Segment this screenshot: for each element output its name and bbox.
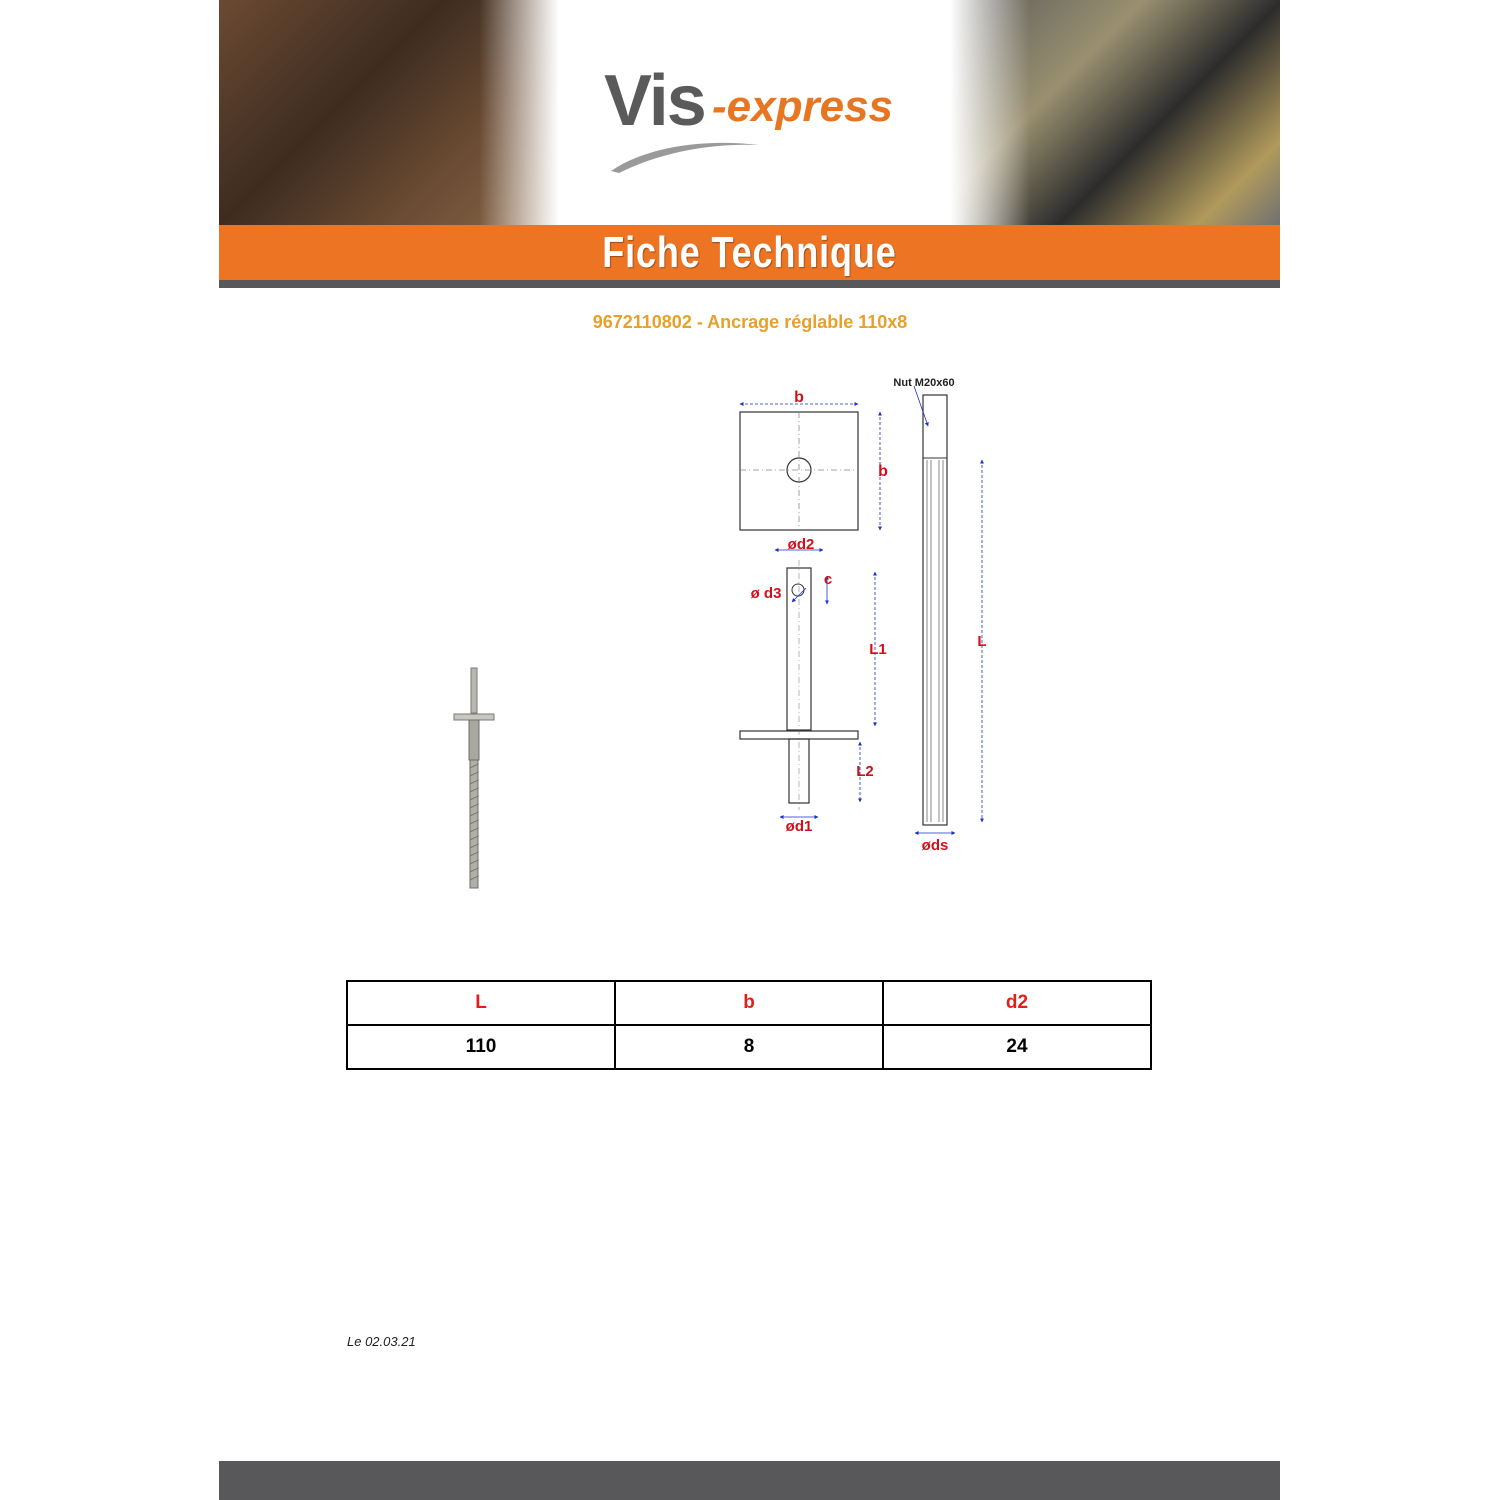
label-b-top: b: [794, 389, 804, 406]
title-divider: [219, 280, 1280, 288]
brand-logo: [604, 60, 904, 180]
technical-drawing: [730, 370, 1010, 870]
product-title: 9672110802 - Ancrage réglable 110x8: [592, 312, 908, 332]
table-header-b: b: [615, 981, 883, 1025]
title-band: [219, 225, 1280, 280]
brand-sub-text: -express: [712, 82, 894, 131]
spec-table: [346, 980, 1152, 1070]
label-L: L: [977, 633, 987, 650]
header: [219, 0, 1280, 288]
anchor-product-photo: [440, 660, 510, 900]
document-date: Le 02.03.21: [347, 1334, 416, 1349]
nut-label: Nut M20x60: [893, 377, 955, 389]
label-b-side: b: [878, 463, 888, 480]
label-L1: L1: [869, 641, 887, 658]
label-d1: ød1: [785, 818, 813, 835]
table-header-row: [347, 981, 1151, 1025]
brand-main-text: Vis: [604, 61, 705, 141]
label-d2: ød2: [787, 536, 815, 553]
label-d3: ø d3: [750, 585, 782, 602]
label-L2: L2: [856, 763, 874, 780]
footer-bar: [219, 1461, 1280, 1500]
table-header-d2: d2: [883, 981, 1151, 1025]
table-header-L: L: [347, 981, 615, 1025]
logo-swoosh-icon: [609, 135, 769, 175]
banner-photo-screws: [950, 0, 1280, 225]
table-cell-d2: 24: [883, 1025, 1151, 1069]
label-ds: øds: [921, 837, 949, 854]
banner-photo-workshop: [219, 0, 559, 225]
page-title: Fiche Technique: [602, 228, 897, 277]
table-cell-b: 8: [615, 1025, 883, 1069]
label-c: c: [823, 571, 833, 588]
table-cell-L: 110: [347, 1025, 615, 1069]
table-row: [347, 1025, 1151, 1069]
